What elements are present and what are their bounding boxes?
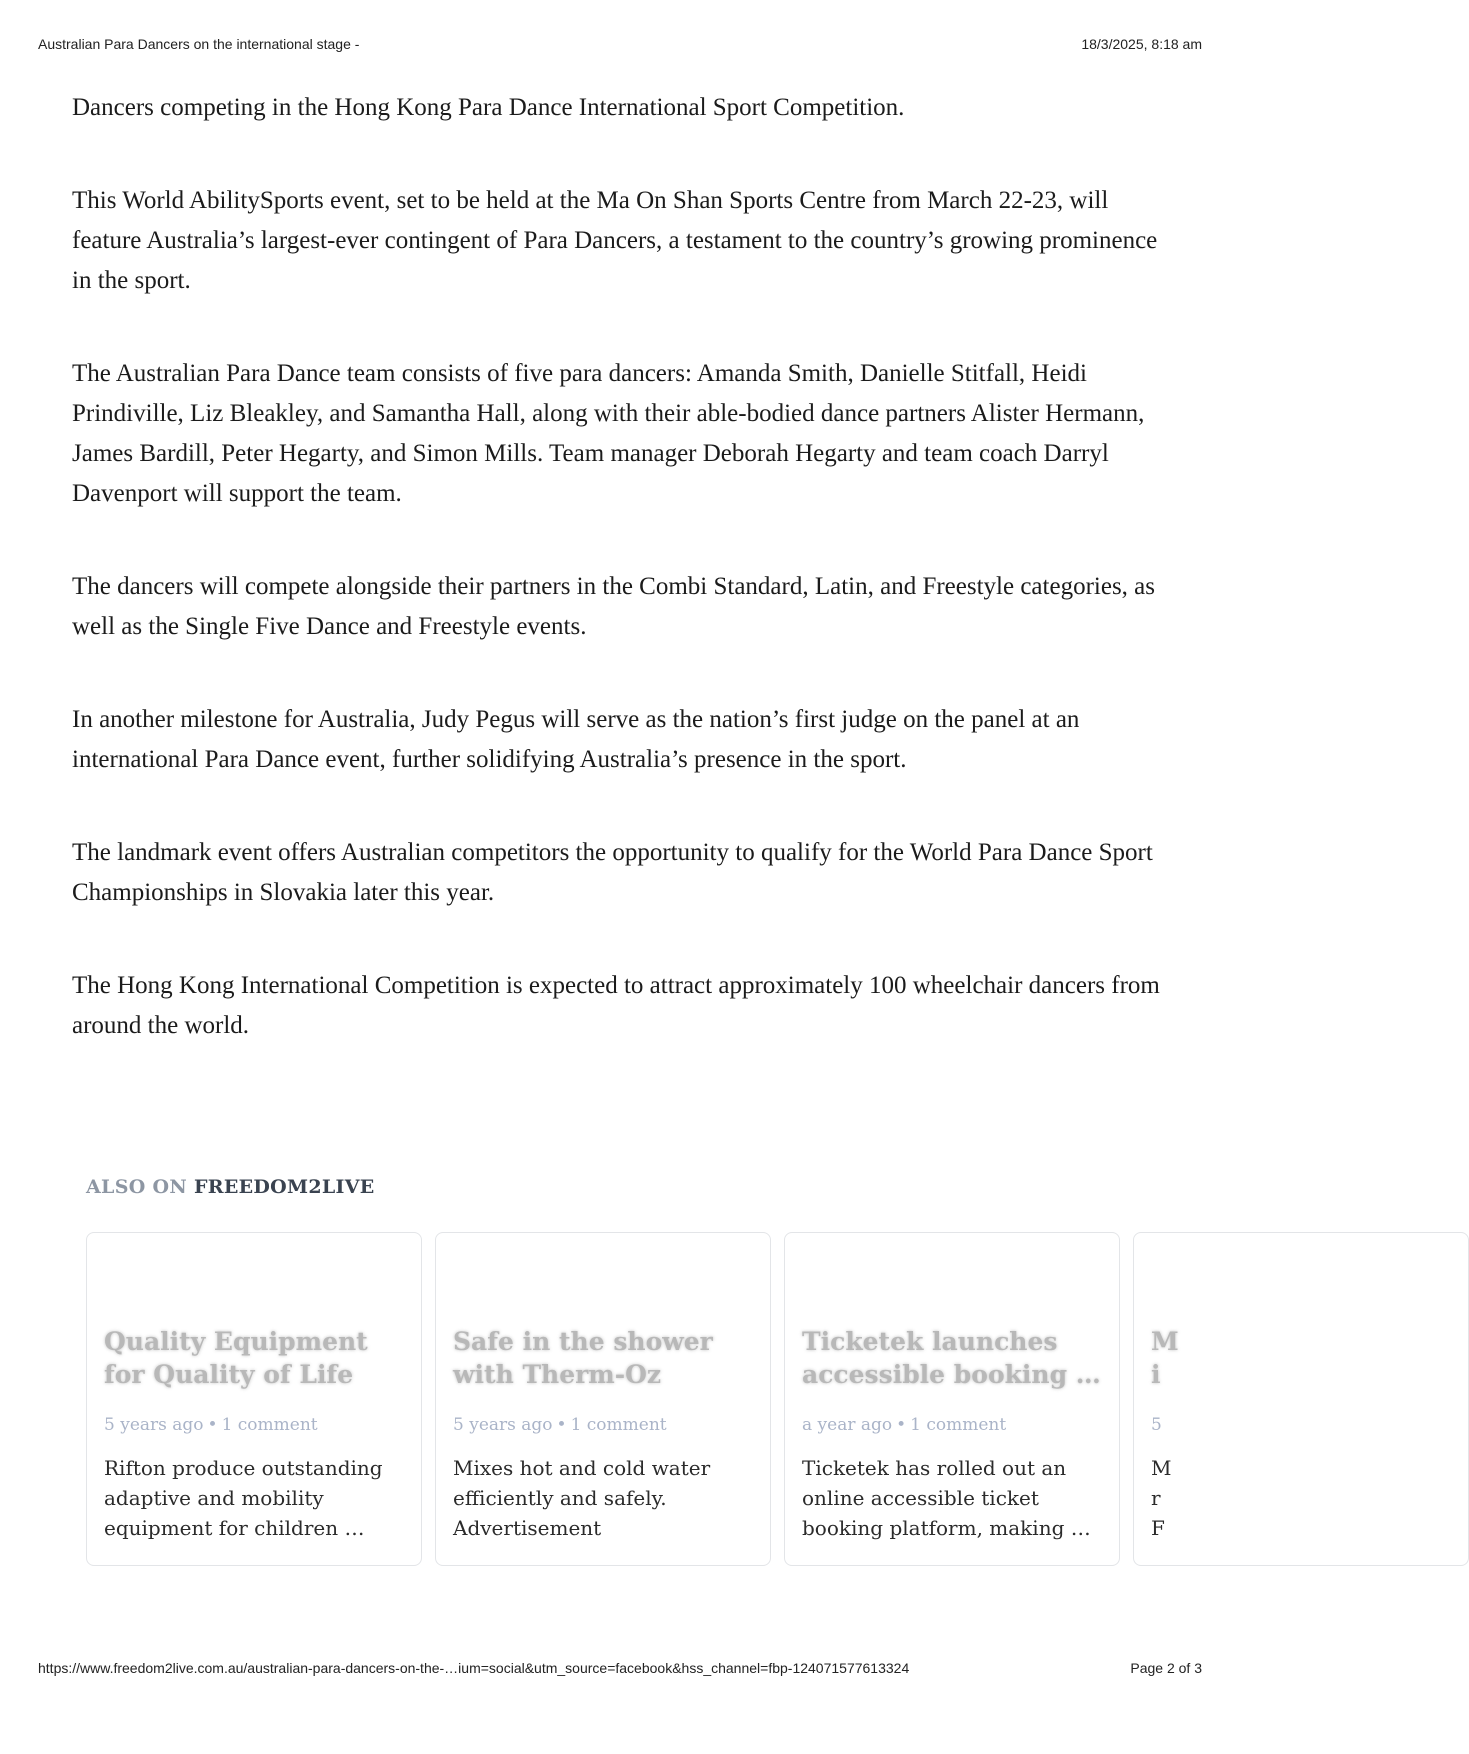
related-article-card[interactable] — [1133, 1232, 1469, 1566]
card-meta — [453, 1415, 753, 1435]
card-desc-line: equipment for children … — [104, 1516, 365, 1540]
print-page-title: Australian Para Dancers on the international stage - — [38, 36, 360, 52]
card-desc-line: F — [1151, 1516, 1165, 1540]
print-footer — [38, 1660, 1202, 1676]
meta-separator — [1162, 1415, 1170, 1435]
article-paragraph: This World AbilitySports event, set to be held at the Ma On Shan Sports Centre from March 22-23, will feature Australia’s largest-ever contingent of Para Dancers, a testament to the country’s growing prominence in the sport. — [72, 187, 1158, 294]
related-articles-carousel[interactable] — [86, 1232, 1179, 1568]
card-desc-line: online accessible ticket — [802, 1486, 1039, 1510]
article-paragraph: The Australian Para Dance team consists of five para dancers: Amanda Smith, Danielle Stitfall, Heidi Prindiville, Liz Bleakley, and Samantha Hall, along with their able-bodied dance partners Alister Hermann, James Bardill, Peter Hegarty, and Simon Mills. Team manager Deborah Hegarty and team coach Darryl Davenport will support the team. — [72, 360, 1145, 507]
card-title-line: M — [1151, 1327, 1179, 1356]
card-title[interactable] — [453, 1325, 753, 1393]
card-title[interactable] — [104, 1325, 404, 1393]
card-meta — [802, 1415, 1102, 1435]
card-description — [104, 1453, 404, 1543]
card-desc-line: M — [1151, 1456, 1172, 1480]
card-desc-line: Ticketek has rolled out an — [802, 1456, 1067, 1480]
card-desc-line: Advertisement — [453, 1516, 602, 1540]
also-on-heading — [86, 1176, 375, 1198]
card-desc-line: efficiently and safely. — [453, 1486, 667, 1510]
card-description — [453, 1453, 753, 1543]
meta-separator: • — [556, 1415, 567, 1435]
card-age: 5 years ago — [453, 1415, 553, 1435]
card-age: 5 — [1151, 1415, 1162, 1435]
card-meta — [1151, 1415, 1451, 1435]
card-desc-line: booking platform, making … — [802, 1516, 1091, 1540]
article-body — [72, 88, 1172, 1099]
also-on-prefix: ALSO ON — [86, 1176, 188, 1198]
print-datetime: 18/3/2025, 8:18 am — [1081, 36, 1202, 52]
also-on-brand[interactable]: FREEDOM2LIVE — [193, 1176, 375, 1198]
card-title[interactable] — [802, 1325, 1102, 1393]
card-meta — [104, 1415, 404, 1435]
card-comments-link[interactable]: 1 comment — [221, 1415, 318, 1435]
card-title-line: Quality Equipment — [104, 1327, 368, 1356]
related-articles-track — [86, 1232, 1179, 1568]
card-comments-link[interactable]: 1 comment — [570, 1415, 667, 1435]
article-paragraph: The Hong Kong International Competition is expected to attract approximately 100 wheelchair dancers from around the world. — [72, 972, 1160, 1039]
card-description — [1151, 1453, 1451, 1543]
article-paragraph: The dancers will compete alongside their partners in the Combi Standard, Latin, and Freestyle categories, as well as the Single Five Dance and Freestyle events. — [72, 573, 1155, 640]
article-paragraph: The landmark event offers Australian competitors the opportunity to qualify for the World Para Dance Sport Championships in Slovakia later this year. — [72, 839, 1153, 906]
card-title-line: Ticketek launches — [802, 1327, 1058, 1356]
card-title-line: Safe in the shower — [453, 1327, 713, 1356]
card-title-line: i — [1151, 1360, 1161, 1389]
article-paragraph: In another milestone for Australia, Judy Pegus will serve as the nation’s first judge on the panel at an international Para Dance event, further solidifying Australia’s presence in the sport. — [72, 706, 1080, 773]
card-comments-link[interactable]: 1 comment — [910, 1415, 1007, 1435]
related-article-card[interactable] — [435, 1232, 771, 1566]
card-title-line: with Therm-Oz — [453, 1360, 662, 1389]
card-title-line: accessible booking … — [802, 1360, 1101, 1389]
card-desc-line: Mixes hot and cold water — [453, 1456, 711, 1480]
meta-separator: • — [207, 1415, 218, 1435]
card-desc-line: Rifton produce outstanding — [104, 1456, 383, 1480]
card-desc-line: r — [1151, 1486, 1161, 1510]
print-page-number: Page 2 of 3 — [1130, 1660, 1202, 1676]
print-header — [38, 36, 1202, 52]
card-title[interactable] — [1151, 1325, 1451, 1393]
card-title-line: for Quality of Life — [104, 1360, 354, 1389]
print-url[interactable]: https://www.freedom2live.com.au/australian-para-dancers-on-the-…ium=social&utm_source=facebook&hss_channel=fbp-124071577613324 — [38, 1660, 910, 1676]
article-paragraph: Dancers competing in the Hong Kong Para Dance International Sport Competition. — [72, 94, 905, 121]
meta-separator: • — [896, 1415, 907, 1435]
card-description — [802, 1453, 1102, 1543]
related-article-card[interactable] — [784, 1232, 1120, 1566]
related-article-card[interactable] — [86, 1232, 422, 1566]
card-age: 5 years ago — [104, 1415, 204, 1435]
card-age: a year ago — [802, 1415, 893, 1435]
card-desc-line: adaptive and mobility — [104, 1486, 324, 1510]
